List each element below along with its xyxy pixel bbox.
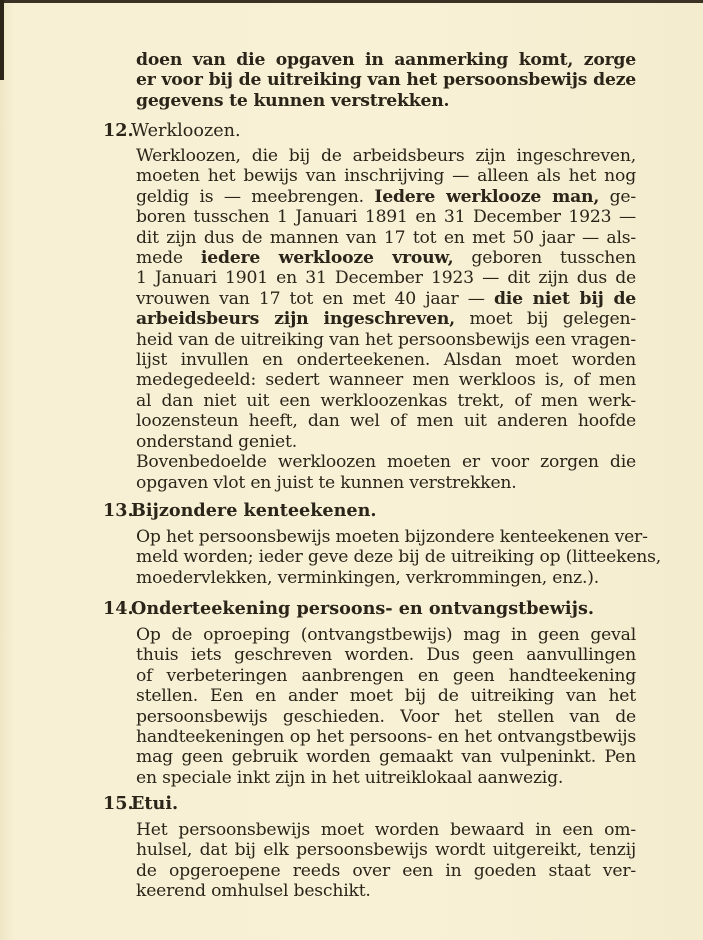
text-line: hulsel, dat bij elk persoonsbewijs wordt uitgereikt, tenzij <box>136 840 636 861</box>
text-line: Het persoonsbewijs moet worden bewaard in een om- <box>136 820 636 840</box>
text-line: al dan niet uit een werkloozenkas trekt, of men werk- <box>136 390 636 411</box>
text-line: er voor bij de uitreiking van het persoonsbewijs deze <box>136 70 636 91</box>
text-line: handteekeningen op het persoons- en het ontvangstbewijs <box>136 727 636 748</box>
text-line: Op de oproeping (ontvangstbewijs) mag in geen geval <box>136 625 636 645</box>
page-top-edge <box>0 0 703 3</box>
text-line: meld worden; ieder geve deze bij de uitreiking op (litteekens, <box>136 547 662 568</box>
page-left-edge <box>0 0 4 80</box>
section-heading-15 <box>103 793 178 815</box>
section-title: Etui. <box>131 793 179 814</box>
text-line: heid van de uitreiking van het persoonsbewijs een vragen- <box>136 329 636 350</box>
text-line: lijst invullen en onderteekenen. Alsdan moet worden <box>136 350 636 371</box>
text-line: Bovenbedoelde werkloozen moeten er voor zorgen die <box>136 452 636 473</box>
text-line: medegedeeld: sedert wanneer men werkloos is, of men <box>136 370 636 391</box>
text-line: keerend omhulsel beschikt. <box>136 881 371 902</box>
section-heading-12 <box>103 120 241 142</box>
text-line: moedervlekken, verminkingen, verkrommingen, enz.). <box>136 567 600 588</box>
section-number: 13. <box>103 500 134 521</box>
text-line: gegevens te kunnen verstrekken. <box>136 90 450 111</box>
text-line: arbeidsbeurs zijn ingeschreven, moet bij gelegen- <box>136 309 636 330</box>
text-line: 1 Januari 1901 en 31 December 1923 — dit zijn dus de <box>136 268 636 289</box>
section-title: Werkloozen. <box>131 121 241 141</box>
text-line: moeten het bewijs van inschrijving — alleen als het nog <box>136 166 636 187</box>
section-heading-13 <box>103 500 377 522</box>
text-line: stellen. Een en ander moet bij de uitreiking van het <box>136 686 636 707</box>
text-line: en speciale inkt zijn in het uitreiklokaal aanwezig. <box>136 767 564 788</box>
text-line: mag geen gebruik worden gemaakt van vulpeninkt. Pen <box>136 747 636 768</box>
text-line: persoonsbewijs geschieden. Voor het stellen van de <box>136 706 636 727</box>
text-line: onderstand geniet. <box>136 431 297 452</box>
text-line: loozensteun heeft, dan wel of men uit anderen hoofde <box>136 411 636 432</box>
text-line: doen van die opgaven in aanmerking komt, zorge <box>136 50 636 70</box>
text-line: vrouwen van 17 tot en met 40 jaar — die niet bij de <box>136 288 636 309</box>
section-title: Bijzondere kenteekenen. <box>131 500 377 521</box>
section-title: Onderteekening persoons- en ontvangstbewijs. <box>131 598 594 619</box>
text-line: dit zijn dus de mannen van 17 tot en met 50 jaar — als- <box>136 227 636 248</box>
text-line: opgaven vlot en juist te kunnen verstrekken. <box>136 472 517 493</box>
text-line: Op het persoonsbewijs moeten bijzondere kenteekenen ver- <box>136 527 648 547</box>
section-body-12 <box>136 146 636 493</box>
text-line: mede iedere werklooze vrouw, geboren tusschen <box>136 248 636 269</box>
text-line: of verbeteringen aanbrengen en geen handteekening <box>136 665 636 686</box>
section-number: 14. <box>103 598 134 619</box>
text-line: geldig is — meebrengen. Iedere werklooze man, ge- <box>136 186 636 207</box>
section-body-14 <box>136 625 636 788</box>
text-line: thuis iets geschreven worden. Dus geen aanvullingen <box>136 645 636 666</box>
section-number: 15. <box>103 793 134 814</box>
section-body-15 <box>136 820 636 902</box>
text-line: de opgeroepene reeds over een in goeden staat ver- <box>136 860 636 881</box>
text-line: boren tusschen 1 Januari 1891 en 31 December 1923 — <box>136 207 636 228</box>
section-heading-14 <box>103 598 594 620</box>
section-number: 12. <box>103 120 134 141</box>
intro-paragraph <box>136 50 636 111</box>
section-body-13 <box>136 527 662 588</box>
text-line: Werkloozen, die bij de arbeidsbeurs zijn ingeschreven, <box>136 146 636 166</box>
